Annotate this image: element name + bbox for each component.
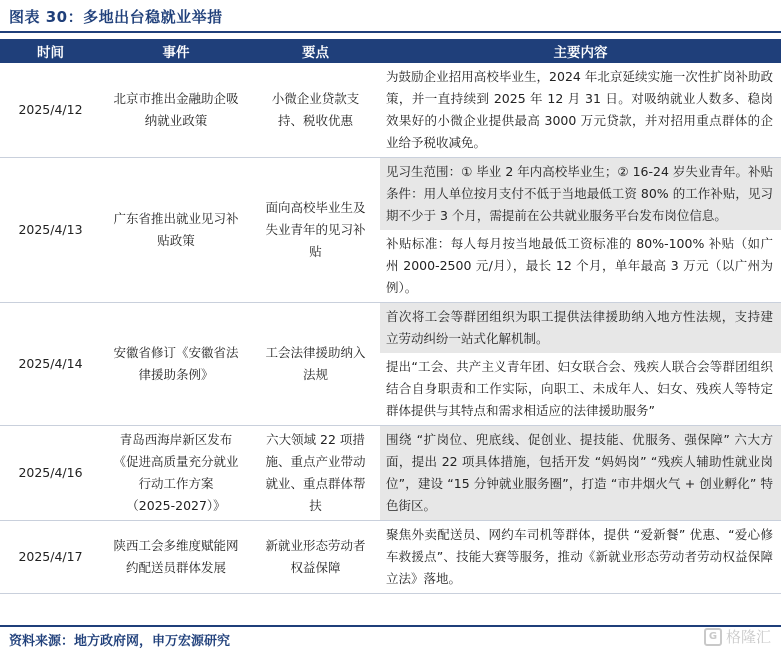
event-line: 广东省推出就业见习补 — [113, 211, 239, 226]
event-line: 纳就业政策 — [144, 113, 208, 128]
row-event — [101, 63, 251, 158]
point-line: 持、税收优惠 — [277, 113, 353, 128]
row-point — [251, 158, 380, 303]
row-date: 2025/4/16 — [18, 465, 83, 480]
row-content — [380, 63, 781, 158]
point-line: 工会法律援助纳入 — [265, 345, 366, 360]
point-line: 失业青年的见习补 — [265, 222, 366, 237]
row-date: 2025/4/13 — [18, 222, 83, 237]
content-paragraph: 首次将工会等群团组织为职工提供法律援助纳入地方性法规，支持建立劳动纠纷一站式化解机制。 — [380, 303, 781, 353]
watermark-text: 格隆汇 — [725, 628, 771, 646]
event-line: 安徽省修订《安徽省法 — [113, 345, 239, 360]
row-event — [101, 158, 251, 303]
event-line: 北京市推出金融助企吸 — [113, 91, 239, 106]
content-paragraph: 为鼓励企业招用高校毕业生，2024 年北京延续实施一次性扩岗补助政策，并一直持续到 2025 年 12 月 31 日。对吸纳就业人数多、稳岗效果好的小微企业提供最高 3000 万元贷款，并对招用重点群体的企业给予税收减免。 — [386, 69, 773, 150]
point-line: 贴 — [309, 244, 322, 259]
table-row — [0, 303, 781, 426]
event-line: 青岛西海岸新区发布 — [119, 432, 233, 447]
table-row — [0, 426, 781, 521]
header-content: 主要内容 — [380, 39, 781, 63]
row-point — [251, 426, 380, 521]
point-line: 扶 — [309, 498, 322, 513]
header-event: 事件 — [101, 39, 251, 63]
event-line: （2025-2027）》 — [126, 498, 226, 513]
row-point — [251, 521, 380, 594]
watermark-logo-icon: G — [704, 628, 722, 646]
row-content — [380, 158, 781, 303]
point-line: 法规 — [302, 367, 328, 382]
row-event — [101, 303, 251, 426]
figure-title: 图表 30：多地出台稳就业举措 — [9, 8, 223, 26]
row-point — [251, 63, 380, 158]
row-date: 2025/4/12 — [18, 102, 83, 117]
table-row — [0, 521, 781, 594]
event-line: 约配送员群体发展 — [125, 560, 226, 575]
table-row — [0, 63, 781, 158]
row-event — [101, 426, 251, 521]
row-point — [251, 303, 380, 426]
event-line: 《促进高质量充分就业 — [113, 454, 239, 469]
row-content — [380, 303, 781, 426]
event-line: 贴政策 — [157, 233, 195, 248]
point-line: 小微企业贷款支 — [271, 91, 360, 106]
point-line: 权益保障 — [290, 560, 341, 575]
content-paragraph: 补贴标准：每人每月按当地最低工资标准的 80%-100% 补贴（如广州 2000-2500 元/月），最长 12 个月，单年最高 3 万元（以广州为例）。 — [386, 236, 773, 295]
event-line: 律援助条例》 — [138, 367, 214, 382]
table-row — [0, 158, 781, 303]
header-point: 要点 — [251, 39, 380, 63]
measures-table — [0, 39, 781, 594]
content-paragraph: 提出“工会、共产主义青年团、妇女联合会、残疾人联合会等群团组织结合自身职责和工作实际，向职工、未成年人、妇女、残疾人等特定群体提供与其特点和需求相适应的法律援助服务” — [386, 359, 773, 418]
content-paragraph: 见习生范围：① 毕业 2 年内高校毕业生；② 16-24 岁失业青年。补贴条件：用人单位按月支付不低于当地最低工资 80% 的工作补贴，见习期不少于 3 个月，需提前在公共就业服务平台发布岗位信息。 — [380, 158, 781, 230]
point-line: 六大领域 22 项措 — [266, 432, 365, 447]
event-line: 行动工作方案 — [138, 476, 214, 491]
watermark — [704, 626, 771, 647]
point-line: 面向高校毕业生及 — [265, 200, 366, 215]
table-header-row — [0, 39, 781, 63]
row-event — [101, 521, 251, 594]
row-date: 2025/4/17 — [18, 549, 83, 564]
content-paragraph: 聚焦外卖配送员、网约车司机等群体，提供 “爱新餐” 优惠、“爱心修车救援点”、技能大赛等服务，推动《新就业形态劳动者劳动权益保障立法》落地。 — [386, 527, 773, 586]
source-divider — [0, 625, 781, 627]
title-divider — [0, 31, 781, 33]
point-line: 就业、重点群体帮 — [265, 476, 366, 491]
content-paragraph: 围绕 “扩岗位、兜底线、促创业、提技能、优服务、强保障” 六大方面，提出 22 项具体措施，包括开发 “妈妈岗” “残疾人辅助性就业岗位”，建设 “15 分钟就业服务圈”，打造 “市井烟火气 + 创业孵化” 特色街区。 — [380, 426, 781, 520]
source-note: 资料来源：地方政府网，申万宏源研究 — [9, 634, 231, 649]
event-line: 陕西工会多维度赋能网 — [113, 538, 239, 553]
row-content — [380, 426, 781, 521]
point-line: 施、重点产业带动 — [265, 454, 366, 469]
row-date: 2025/4/14 — [18, 356, 83, 371]
point-line: 新就业形态劳动者 — [265, 538, 366, 553]
row-content — [380, 521, 781, 594]
header-date: 时间 — [0, 39, 101, 63]
